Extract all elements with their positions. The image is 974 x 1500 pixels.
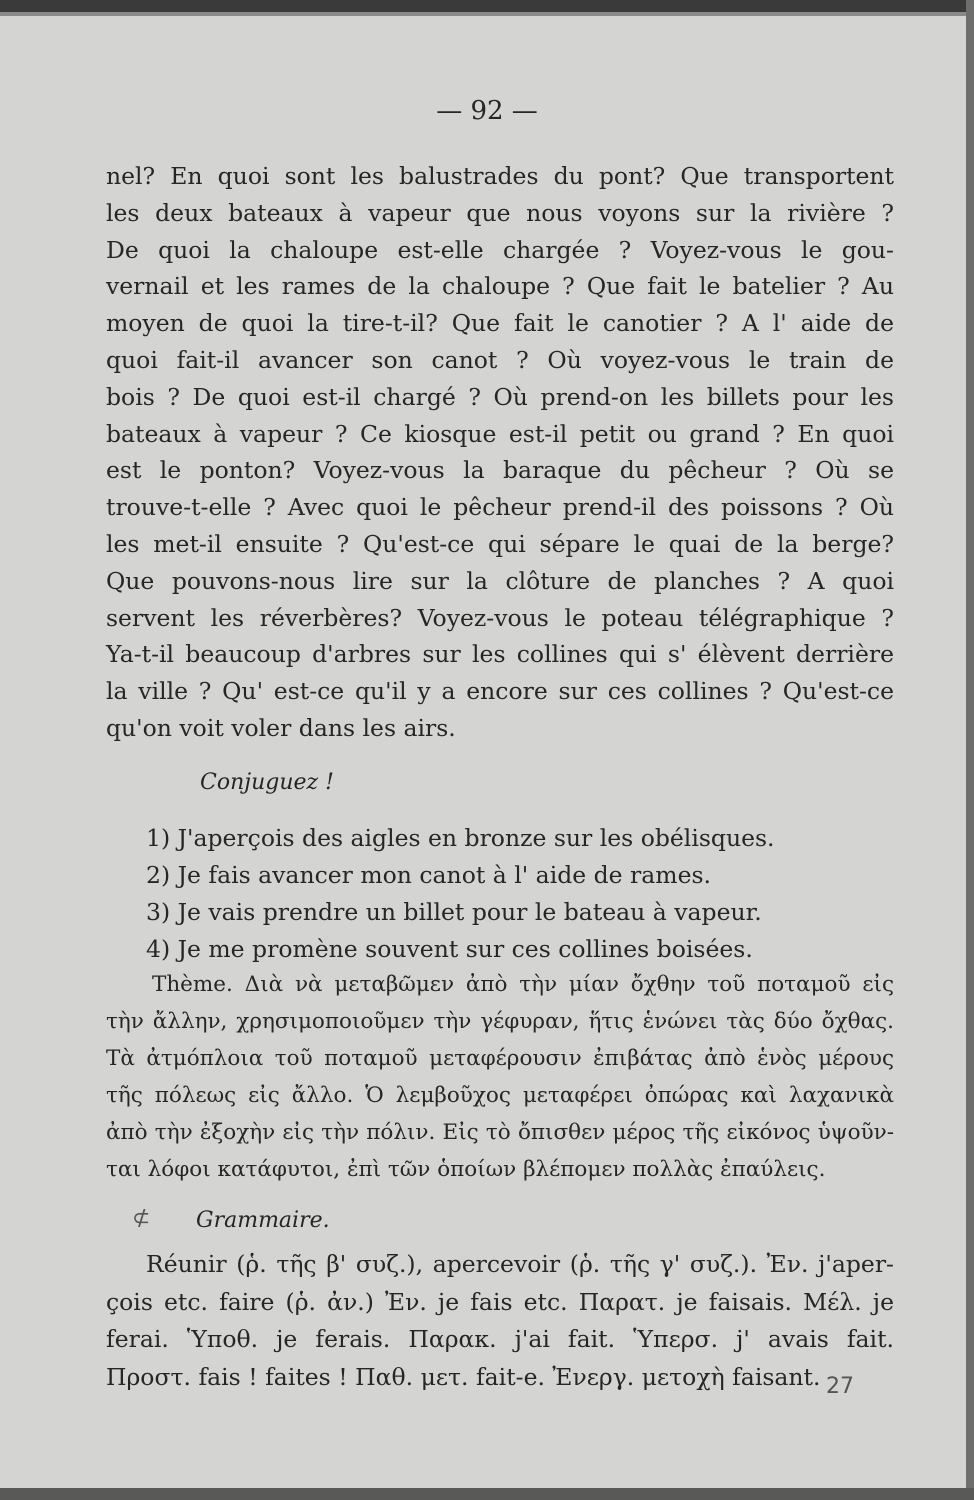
text-line: les met-il ensuite ? Qu'est-ce qui sépare le quai de la berge? <box>106 529 894 558</box>
text-line: bateaux à vapeur ? Ce kiosque est-il petit ou grand ? En quoi <box>106 419 894 448</box>
text-line: Réunir (ῥ. τῆς β' συζ.), apercevoir (ῥ. τῆς γ' συζ.). Ἐν. j'aper- <box>146 1250 894 1278</box>
margin-mark: ⊄ <box>132 1206 151 1231</box>
text-line: Thème. Διὰ νὰ μεταβῶμεν ἀπὸ τὴν μίαν ὄχθην τοῦ ποταμοῦ εἰς <box>152 972 894 997</box>
grammar-heading: Grammaire. <box>196 1208 330 1233</box>
text-line: vernail et les rames de la chaloupe ? Que fait le batelier ? Au <box>106 272 894 301</box>
text-line: la ville ? Qu' est-ce qu'il y a encore sur ces collines ? Qu'est-ce <box>106 677 894 706</box>
page-number: — 92 — <box>436 96 538 126</box>
list-item: 3) Je vais prendre un billet pour le bateau à vapeur. <box>146 898 762 926</box>
text-line: çois etc. faire (ῥ. ἀν.) Ἐν. je fais etc. Παρατ. je faisais. Μέλ. je <box>106 1287 894 1316</box>
page-edge-bottom <box>0 1488 974 1500</box>
text-line: Que pouvons-nous lire sur la clôture de planches ? A quoi <box>106 566 894 595</box>
text-line: Ya-t-il beaucoup d'arbres sur les collines qui s' élèvent derrière <box>106 640 894 669</box>
text-line: Τὰ ἀτμόπλοια τοῦ ποταμοῦ μεταφέρουσιν ἐπιβάτας ἀπὸ ἑνὸς μέρους <box>106 1046 894 1071</box>
text-line: ferai. Ὑποθ. je ferais. Παρακ. j'ai fait. Ὑπερσ. j' avais fait. <box>106 1325 894 1353</box>
text-line: nel? En quoi sont les balustrades du pont? Que transportent <box>106 162 894 190</box>
text-line: quoi fait-il avancer son canot ? Où voyez-vous le train de <box>106 345 894 374</box>
text-line: qu'on voit voler dans les airs. <box>106 713 456 742</box>
list-item: 2) Je fais avancer mon canot à l' aide de rames. <box>146 861 712 889</box>
list-item: 1) J'aperçois des aigles en bronze sur les obélisques. <box>146 824 775 852</box>
text-line: servent les réverbères? Voyez-vous le poteau télégraphique ? <box>106 603 894 632</box>
list-item: 4) Je me promène souvent sur ces collines boisées. <box>146 935 753 963</box>
text-line: τὴν ἄλλην, χρησιμοποιοῦμεν τὴν γέφυραν, ἥτις ἑνώνει τὰς δύο ὄχθας. <box>106 1009 894 1034</box>
questions-paragraph <box>106 158 894 747</box>
page-edge-shadow <box>0 12 974 16</box>
margin-mark-bottom: 27 <box>826 1374 854 1399</box>
text-line: τῆς πόλεως εἰς ἄλλο. Ὁ λεμβοῦχος μεταφέρει ὀπώρας καὶ λαχανικὰ <box>106 1083 894 1108</box>
text-line: les deux bateaux à vapeur que nous voyons sur la rivière ? <box>106 198 894 227</box>
theme-paragraph <box>106 966 894 1188</box>
text-line: trouve-t-elle ? Avec quoi le pêcheur prend-il des poissons ? Où <box>106 493 894 522</box>
text-line: De quoi la chaloupe est-elle chargée ? Voyez-vous le gou- <box>106 235 894 264</box>
text-line: ται λόφοι κατάφυτοι, ἐπὶ τῶν ὁποίων βλέπομεν πολλὰς ἐπαύλεις. <box>106 1157 826 1182</box>
text-line: Προστ. fais ! faites ! Παθ. μετ. fait-e. Ἐνεργ. μετοχὴ faisant. <box>106 1362 821 1391</box>
text-line: ἀπὸ τὴν ἐξοχὴν εἰς τὴν πόλιν. Εἰς τὸ ὄπισθεν μέρος τῆς εἰκόνος ὑψοῦν- <box>106 1120 894 1145</box>
text-line: bois ? De quoi est-il chargé ? Où prend-on les billets pour les <box>106 382 894 411</box>
grammar-paragraph <box>106 1246 894 1396</box>
text-line: est le ponton? Voyez-vous la baraque du pêcheur ? Où se <box>106 456 894 485</box>
text-line: moyen de quoi la tire-t-il? Que fait le canotier ? A l' aide de <box>106 309 894 338</box>
page-edge-right <box>966 0 974 1500</box>
page-edge-top <box>0 0 974 12</box>
conjugate-heading: Conjuguez ! <box>200 770 334 795</box>
conjugate-list <box>146 820 866 968</box>
